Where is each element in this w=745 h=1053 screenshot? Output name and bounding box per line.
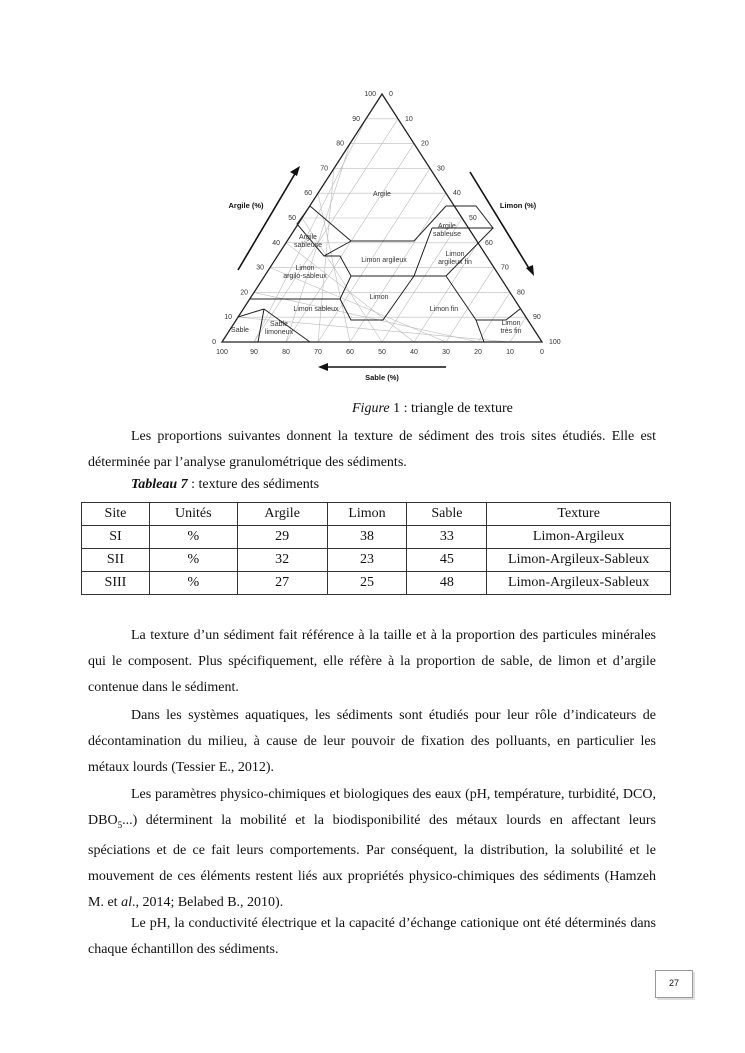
tick-label-sable: 60: [346, 349, 354, 356]
paragraph-ph-conductivity: Le pH, la conductivité électrique et la capacité d’échange cationique ont été déterminés dans chaque échantillon des sédiments.: [88, 916, 656, 957]
cell-sable: 45: [407, 549, 487, 572]
paragraph-texture-definition: La texture d’un sédiment fait référence à la taille et à la proportion des particules minérales qui le composent. Plus spécifiquement, elle réfère à la proportion de sable, de limon et d’argile contenue dans le sédiment.: [88, 628, 656, 695]
tick-label-sable: 80: [282, 349, 290, 356]
table-header-row: [82, 503, 671, 526]
cell-texture: Limon-Argileux: [487, 526, 671, 549]
cell-sable: 48: [407, 572, 487, 595]
zone-label-sable: Sable: [231, 327, 249, 334]
tick-label-sable: 70: [314, 349, 322, 356]
tick-label-limon: 100: [549, 339, 561, 346]
zone-boundary: [310, 206, 446, 241]
tick-label-sable: 50: [378, 349, 386, 356]
cell-site: SI: [82, 526, 150, 549]
tick-label-argile: 10: [224, 314, 232, 322]
p4-part-c: ., 2014; Belabed B., 2010).: [131, 894, 284, 910]
p4-subscript: 5: [117, 819, 123, 830]
tick-label-limon: 40: [453, 190, 461, 198]
tick-label-limon: 0: [389, 91, 393, 98]
zone-label-argile-sableuse-2: sableuse: [293, 242, 323, 249]
zone-label-limon-tres-fin-2: très fin: [500, 328, 522, 335]
zone-label-argile-sableuse-right: Argile: [438, 223, 456, 230]
tick-label-sable: 20: [474, 349, 482, 356]
tick-label-argile: 60: [304, 190, 312, 198]
p4-part-b: ...) déterminent la mobilité et la biodisponibilité des métaux lourds en affectant leurs spéciations et de ce fait leurs comportements. Par conséquent, la distribution, la solubilité et le mouvement de ces éléments restent liés aux propriétés physico-chimiques des sédiments (Hamzeh M. et: [88, 813, 656, 910]
zone-label-limon-argileux: Limon argileux: [361, 257, 407, 264]
cell-argile: 27: [237, 572, 327, 595]
zone-boundary: [258, 309, 264, 342]
tick-label-limon: 90: [533, 314, 541, 322]
cell-sable: 33: [407, 526, 487, 549]
tick-label-argile: 30: [256, 264, 264, 272]
axis-label-limon: Limon (%): [499, 201, 537, 210]
zone-label-limon-sableux: Limon sableux: [293, 306, 339, 313]
tick-label-sable: 10: [506, 349, 514, 356]
cell-texture: Limon-Argileux-Sableux: [487, 549, 671, 572]
paragraph-aquatic-systems: Dans les systèmes aquatiques, les sédiments sont étudiés pour leur rôle d’indicateurs de décontamination du milieu, à cause de leur pouvoir de fixation des polluants, en particulier les métaux lourds (Tessier E., 2012).: [88, 708, 656, 775]
p4-italic: al: [121, 894, 132, 910]
cell-unit: %: [149, 549, 237, 572]
tick-label-limon: 20: [421, 140, 429, 148]
texture-triangle-chart: [200, 80, 580, 390]
cell-texture: Limon-Argileux-Sableux: [487, 572, 671, 595]
paragraph-physico-chemical: [88, 782, 656, 916]
tick-label-sable: 0: [540, 349, 544, 356]
tick-label-argile: 80: [336, 140, 344, 148]
arrow-sable: [318, 363, 446, 371]
axis-label-argile: Argile (%): [228, 201, 264, 210]
cell-unit: %: [149, 572, 237, 595]
header-site: Site: [82, 503, 150, 526]
zone-label-sable-limoneux-2: limoneux: [264, 329, 294, 336]
zone-label-limon-argilo-sableux: Limon: [295, 265, 315, 272]
tick-label-argile: 50: [288, 215, 296, 222]
zone-label-limon-fin: Limon fin: [429, 306, 459, 313]
tick-label-limon: 60: [485, 239, 493, 247]
tick-label-argile: 100: [364, 91, 376, 98]
tick-label-limon: 80: [517, 289, 525, 297]
texture-triangle-figure: [200, 80, 580, 390]
zone-label-argile-sableuse: Argile: [299, 234, 317, 241]
tick-label-limon: 50: [469, 215, 477, 222]
arrow-limon: [470, 172, 534, 276]
cell-site: SII: [82, 549, 150, 572]
table-caption: [131, 477, 319, 493]
figure-caption-text: : triangle de texture: [400, 401, 513, 416]
table-row: [82, 549, 671, 572]
header-texture: Texture: [487, 503, 671, 526]
table-caption-label: Tableau 7: [131, 477, 188, 492]
header-argile: Argile: [237, 503, 327, 526]
zone-label-argile: Argile: [373, 191, 391, 198]
zone-label-limon-argileux-fin-2: argileux fin: [438, 259, 472, 266]
tick-label-argile: 0: [212, 339, 216, 346]
cell-limon: 23: [327, 549, 407, 572]
cell-argile: 32: [237, 549, 327, 572]
header-limon: Limon: [327, 503, 407, 526]
tick-label-argile: 40: [272, 239, 280, 247]
header-unites: Unités: [149, 503, 237, 526]
table-row: [82, 526, 671, 549]
page-number: 27: [655, 970, 693, 998]
zone-label-limon-argilo-sableux-2: argilo-sableux: [283, 273, 327, 280]
tick-label-argile: 90: [352, 115, 360, 123]
tick-label-limon: 30: [437, 165, 445, 173]
tick-label-argile: 20: [240, 289, 248, 297]
cell-argile: 29: [237, 526, 327, 549]
tick-label-limon: 70: [501, 264, 509, 272]
zone-label-limon-tres-fin: Limon: [501, 320, 521, 327]
zone-label-limon-argileux-fin: Limon: [445, 251, 465, 258]
tick-label-limon: 10: [405, 115, 413, 123]
figure-caption-label: Figure: [352, 401, 390, 416]
cell-unit: %: [149, 526, 237, 549]
cell-limon: 25: [327, 572, 407, 595]
axis-label-sable: Sable (%): [365, 373, 399, 382]
tick-label-sable: 40: [410, 349, 418, 356]
cell-site: SIII: [82, 572, 150, 595]
table-caption-text: : texture des sédiments: [187, 477, 320, 492]
tick-label-sable: 90: [250, 349, 258, 356]
zone-label-argile-sableuse-right-2: sableuse: [432, 231, 462, 238]
intro-paragraph: Les proportions suivantes donnent la texture de sédiment des trois sites étudiés. Elle est déterminée par l’analyse granulométrique des sédiments.: [88, 429, 656, 470]
header-sable: Sable: [407, 503, 487, 526]
table-row: [82, 572, 671, 595]
figure-caption-number: 1: [393, 401, 401, 416]
tick-label-argile: 70: [320, 165, 328, 173]
texture-table: [81, 502, 671, 595]
p4-part-a: Les paramètres physico-chimiques et biologiques des eaux (pH, température, turbidité, DCO, DBO: [88, 787, 656, 828]
tick-label-sable: 30: [442, 349, 450, 356]
zone-label-sable-limoneux: Sable: [270, 321, 288, 328]
tick-label-sable: 100: [216, 349, 228, 356]
grid-line: [446, 268, 494, 342]
cell-limon: 38: [327, 526, 407, 549]
zone-label-limon: Limon: [369, 294, 389, 301]
